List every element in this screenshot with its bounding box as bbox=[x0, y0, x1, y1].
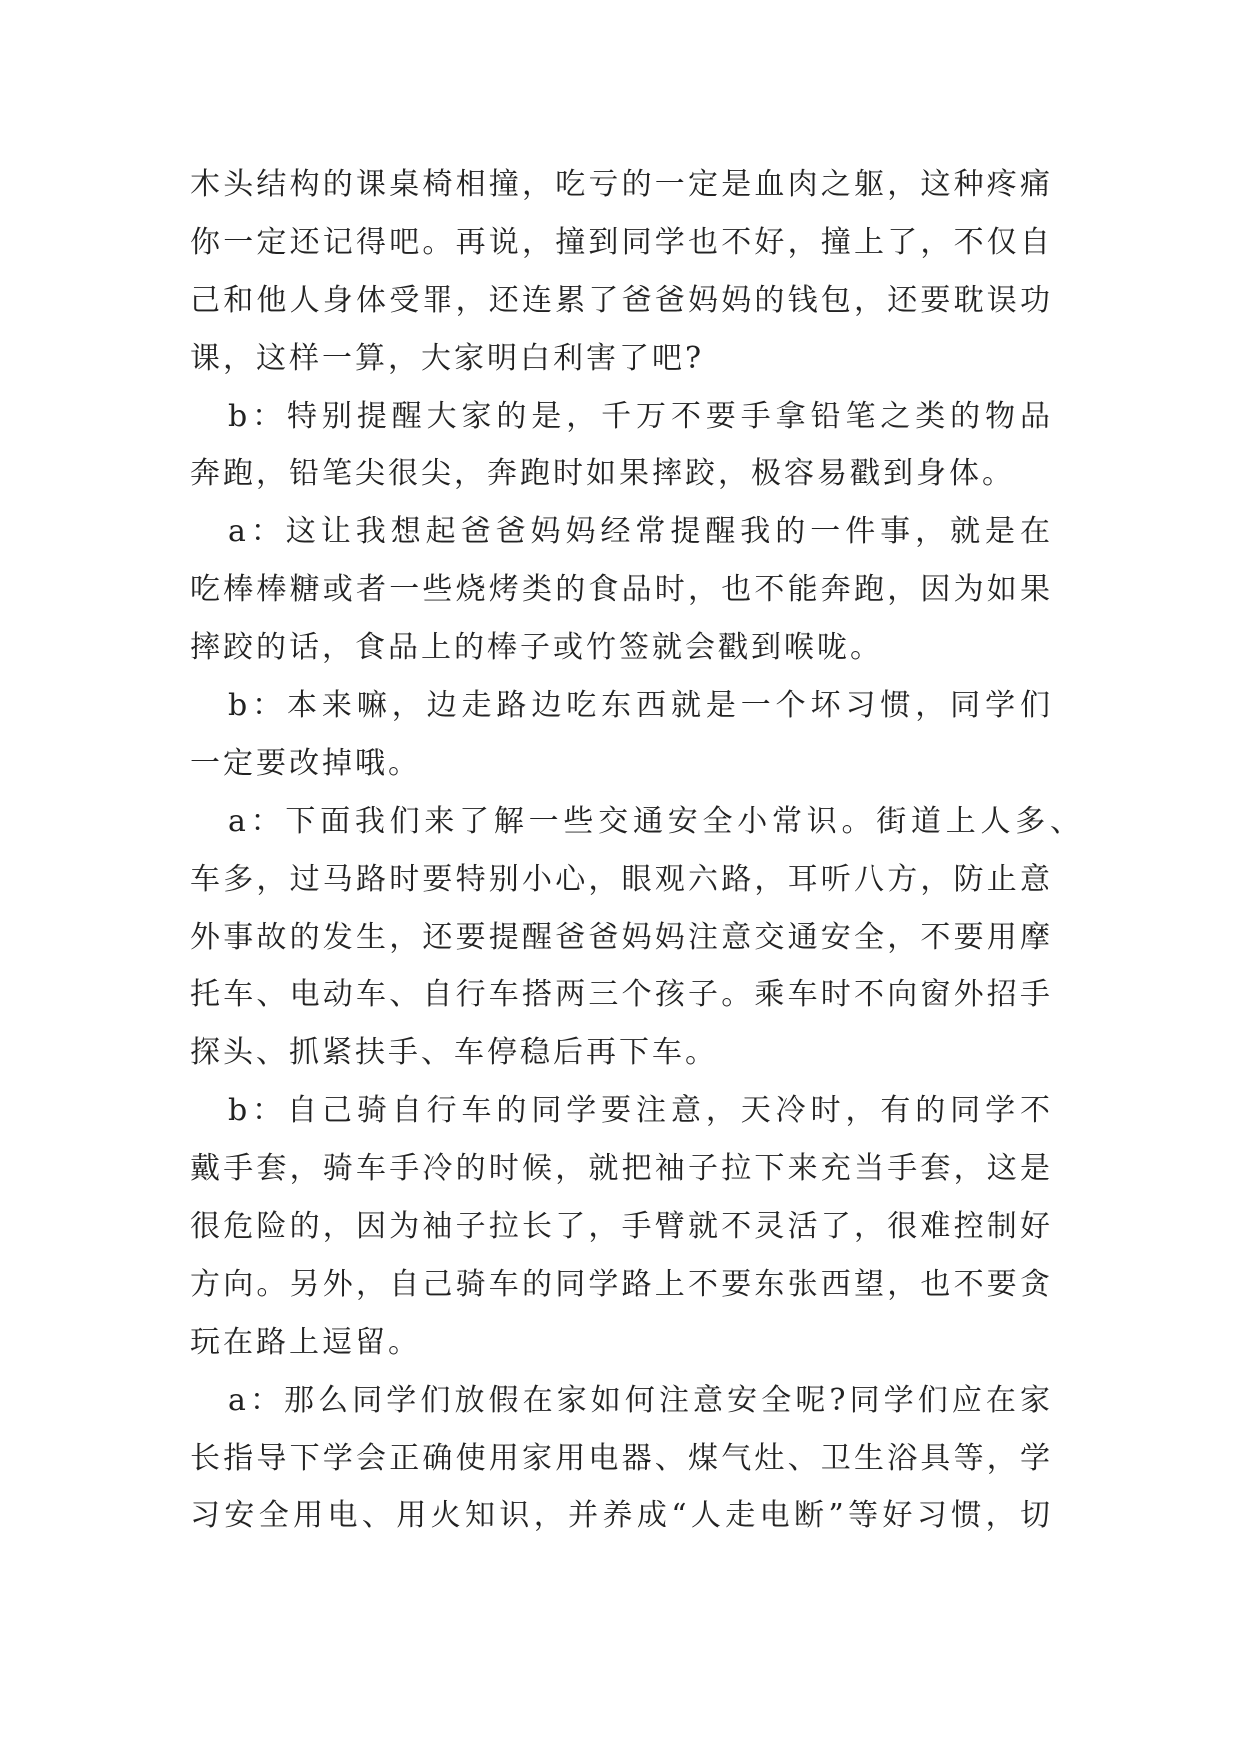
text-line: 一定要改掉哦。 bbox=[190, 745, 421, 781]
text-line: 托车、电动车、自行车搭两三个孩子。乘车时不向窗外招手 bbox=[190, 977, 1050, 1013]
paragraph bbox=[190, 1082, 1050, 1371]
text-line: b：自己骑自行车的同学要注意，天冷时，有的同学不 bbox=[228, 1093, 1050, 1129]
text-line: 车多，过马路时要特别小心，眼观六路，耳听八方，防止意 bbox=[190, 861, 1050, 897]
text-line: 奔跑，铅笔尖很尖，奔跑时如果摔跤，极容易戳到身体。 bbox=[190, 456, 1015, 492]
text-line: b：本来嘛，边走路边吃东西就是一个坏习惯，同学们 bbox=[228, 688, 1050, 724]
text-line: 探头、抓紧扶手、车停稳后再下车。 bbox=[190, 1035, 718, 1071]
paragraph bbox=[190, 503, 1050, 677]
text-line: b：特别提醒大家的是，千万不要手拿铅笔之类的物品 bbox=[228, 398, 1050, 434]
text-line: 长指导下学会正确使用家用电器、煤气灶、卫生浴具等，学 bbox=[190, 1440, 1050, 1476]
text-line: 外事故的发生，还要提醒爸爸妈妈注意交通安全，不要用摩 bbox=[190, 919, 1050, 955]
text-line: 戴手套，骑车手冷的时候，就把袖子拉下来充当手套，这是 bbox=[190, 1151, 1050, 1187]
text-line: 你一定还记得吧。再说，撞到同学也不好，撞上了，不仅自 bbox=[190, 224, 1050, 260]
paragraph bbox=[190, 388, 1050, 504]
text-line: 很危险的，因为袖子拉长了，手臂就不灵活了，很难控制好 bbox=[190, 1209, 1050, 1245]
paragraph bbox=[190, 156, 1050, 388]
text-line: 摔跤的话，食品上的棒子或竹签就会戳到喉咙。 bbox=[190, 630, 883, 666]
text-line: 习安全用电、用火知识，并养成“人走电断”等好习惯，切 bbox=[190, 1498, 1050, 1534]
text-line: 吃棒棒糖或者一些烧烤类的食品时，也不能奔跑，因为如果 bbox=[190, 572, 1050, 608]
text-line: 方向。另外，自己骑车的同学路上不要东张西望，也不要贪 bbox=[190, 1266, 1050, 1302]
text-line: 玩在路上逗留。 bbox=[190, 1324, 421, 1360]
text-line: a：这让我想起爸爸妈妈经常提醒我的一件事，就是在 bbox=[228, 514, 1050, 550]
text-line: a：那么同学们放假在家如何注意安全呢?同学们应在家 bbox=[228, 1382, 1050, 1418]
paragraph bbox=[190, 1372, 1050, 1546]
text-line: 课，这样一算，大家明白利害了吧? bbox=[190, 340, 705, 376]
text-line: 己和他人身体受罪，还连累了爸爸妈妈的钱包，还要耽误功 bbox=[190, 282, 1050, 318]
body-text bbox=[190, 156, 1080, 1545]
paragraph bbox=[190, 677, 1050, 793]
text-line: 木头结构的课桌椅相撞，吃亏的一定是血肉之躯，这种疼痛 bbox=[190, 167, 1050, 202]
text-line: a：下面我们来了解一些交通安全小常识。街道上人多、 bbox=[228, 803, 1080, 839]
paragraph bbox=[190, 793, 1080, 1082]
